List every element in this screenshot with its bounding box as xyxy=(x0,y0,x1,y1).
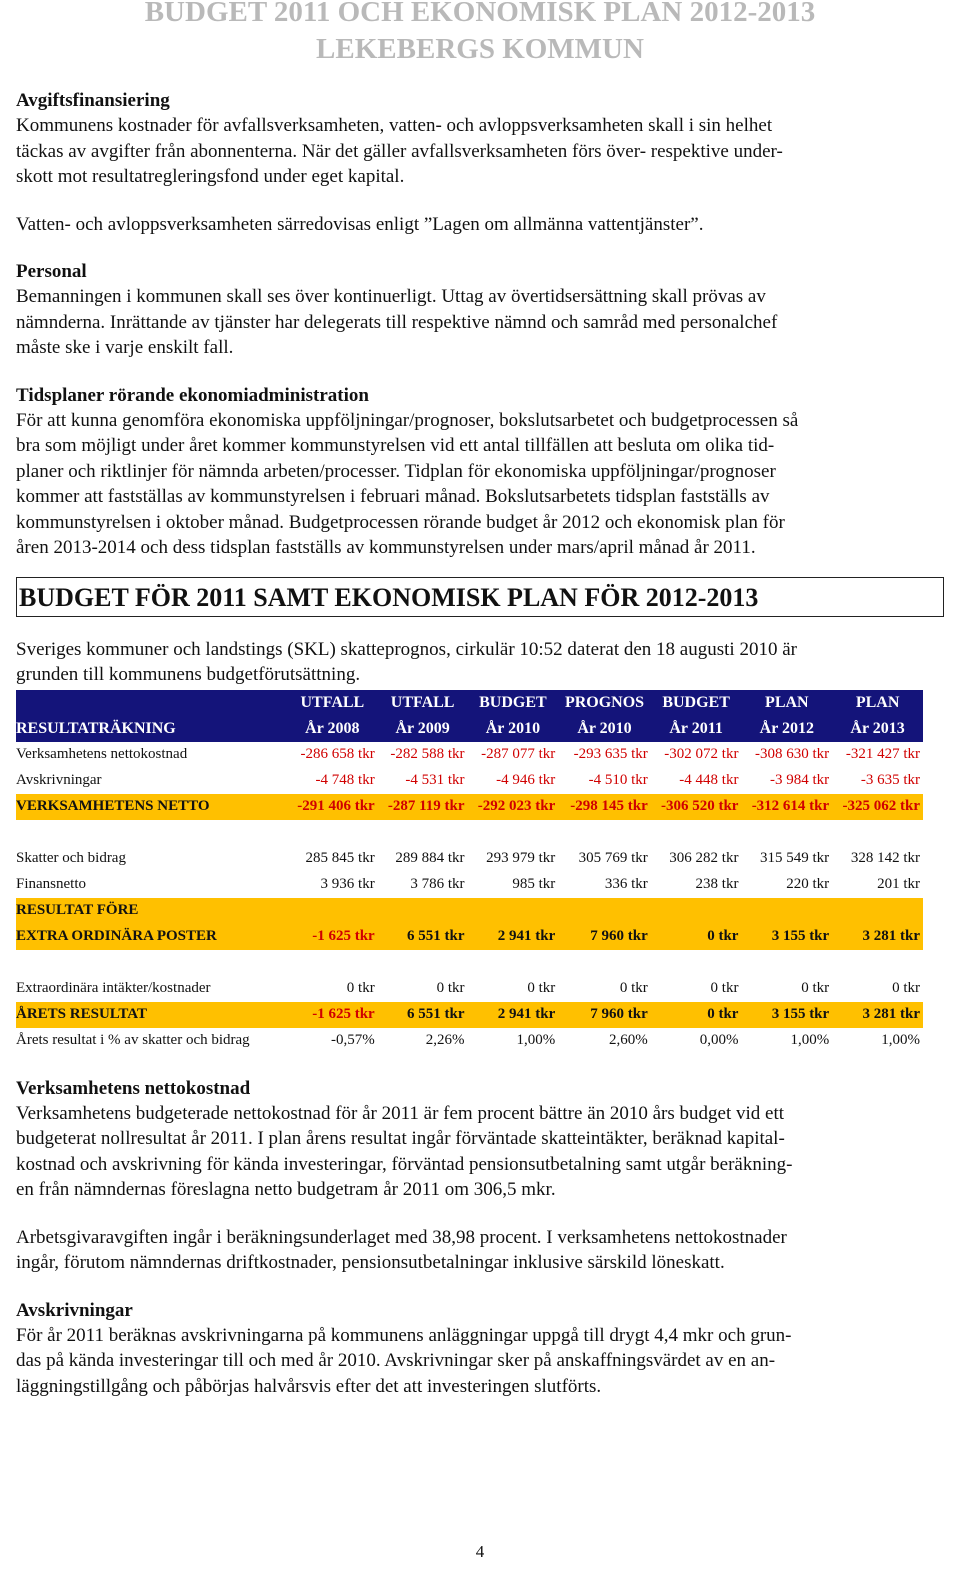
table-header-row xyxy=(16,690,923,716)
table-cell: 0 tkr xyxy=(436,980,465,996)
table-cell: 328 142 tkr xyxy=(850,850,920,866)
table-cell: -287 077 tkr xyxy=(481,746,556,762)
table-cell: 6 551 tkr xyxy=(378,1002,468,1028)
table-cell: -292 023 tkr xyxy=(468,794,559,820)
netto-arbetsgivar-line-2: ingår, förutom nämndernas driftkostnader, pensionsutbetalningar inklusive särskild löneskatt. xyxy=(16,1252,725,1273)
col-year: År 2009 xyxy=(378,716,468,742)
table-cell: -287 119 tkr xyxy=(378,794,468,820)
tidsplaner-line-1: För att kunna genomföra ekonomiska uppföljningar/prognoser, bokslutsarbetet och budgetprocessen så xyxy=(16,409,799,431)
table-cell: 0 tkr xyxy=(801,980,830,996)
table-row xyxy=(16,976,923,1002)
avgift-vatten-line: Vatten- och avloppsverksamheten särredovisas enligt ”Lagen om allmänna vattentjänster”. xyxy=(16,213,704,235)
table-cell: 238 tkr xyxy=(695,876,739,892)
col-year: År 2012 xyxy=(741,716,832,742)
row-label: VERKSAMHETENS NETTO xyxy=(16,794,287,820)
table-row-highlight xyxy=(16,898,923,924)
table-cell: 201 tkr xyxy=(877,876,920,892)
table-cell: -1 625 tkr xyxy=(287,1002,378,1028)
heading-avgiftsfinansiering: Avgiftsfinansiering xyxy=(16,90,170,111)
table-cell: 220 tkr xyxy=(786,876,830,892)
col-header: UTFALL xyxy=(287,690,378,716)
table-cell: 1,00% xyxy=(516,1032,556,1048)
table-cell: 1,00% xyxy=(790,1032,830,1048)
table-cell: 0 tkr xyxy=(527,980,556,996)
heading-personal: Personal xyxy=(16,261,87,282)
table-cell: -4 531 tkr xyxy=(405,772,465,788)
table-cell: 336 tkr xyxy=(604,876,648,892)
table-cell: 0 tkr xyxy=(619,980,648,996)
table-cell: 285 845 tkr xyxy=(305,850,375,866)
row-label: Verksamhetens nettokostnad xyxy=(16,746,188,762)
table-cell: -4 510 tkr xyxy=(588,772,648,788)
tidsplaner-line-4: kommer att fastställas av kommunstyrelsen i februari månad. Bokslutsarbetets tidsplan fastställs av xyxy=(16,486,770,507)
table-spacer xyxy=(16,820,923,846)
row-label: ÅRETS RESULTAT xyxy=(16,1002,287,1028)
netto-line-4: en från nämndernas föreslagna netto budgetram år 2011 om 306,5 mkr. xyxy=(16,1179,556,1200)
table-cell: 0 tkr xyxy=(346,980,375,996)
table-title: RESULTATRÄKNING xyxy=(16,716,287,742)
budget-banner-title: BUDGET FÖR 2011 SAMT EKONOMISK PLAN FÖR 2012-2013 xyxy=(16,577,944,617)
avgift-line-2: täckas av avgifter från abonnenterna. När det gäller avfallsverksamheten förs över- respektive under- xyxy=(16,140,783,162)
table-cell: 305 769 tkr xyxy=(578,850,648,866)
table-spacer xyxy=(16,950,923,976)
col-year: År 2010 xyxy=(468,716,559,742)
tidsplaner-line-6: åren 2013-2014 och dess tidsplan fastställs av kommunstyrelsen under mars/april månad år 2011. xyxy=(16,537,756,558)
table-cell: 315 549 tkr xyxy=(760,850,830,866)
resultatrakning-table-wrap xyxy=(16,690,946,1054)
personal-line-3: måste ske i varje enskilt fall. xyxy=(16,337,234,358)
header-municipality: LEKEBERGS KOMMUN xyxy=(316,33,644,65)
table-cell: -4 748 tkr xyxy=(315,772,375,788)
table-cell: -282 588 tkr xyxy=(390,746,465,762)
netto-line-3: kostnad och avskrivning för kända investeringar, förväntad pensionsutbetalning samt utgår beräkning- xyxy=(16,1153,793,1175)
table-cell: 985 tkr xyxy=(512,876,556,892)
col-year: År 2011 xyxy=(651,716,742,742)
avgift-line-1: Kommunens kostnader för avfallsverksamheten, vatten- och avloppsverksamheten skall i sin helhet xyxy=(16,115,773,136)
table-row xyxy=(16,872,923,898)
table-cell: -298 145 tkr xyxy=(558,794,650,820)
avgift-line-3: skott mot resultatregleringsfond under eget kapital. xyxy=(16,166,405,187)
table-row xyxy=(16,768,923,794)
heading-tidsplaner: Tidsplaner rörande ekonomiadministration xyxy=(16,384,369,406)
table-cell: 0 tkr xyxy=(892,980,920,996)
table-row-highlight xyxy=(16,1002,923,1028)
table-row xyxy=(16,1028,923,1054)
avskr-line-1: För år 2011 beräknas avskrivningarna på kommunens anläggningar uppgå till drygt 4,4 mkr och grun- xyxy=(16,1324,792,1346)
page-number: 4 xyxy=(475,1542,485,1561)
col-header: UTFALL xyxy=(378,690,468,716)
avskr-line-2: das på kända investeringar till och med år 2010. Avskrivningar sker på anskaffningsvärdet av en an- xyxy=(16,1350,776,1371)
skl-line-1: Sveriges kommuner och landstings (SKL) skatteprognos, cirkulär 10:52 daterat den 18 augusti 2010 är xyxy=(16,638,797,660)
table-cell: 6 551 tkr xyxy=(378,924,468,950)
table-cell: 3 936 tkr xyxy=(320,876,375,892)
row-label: EXTRA ORDINÄRA POSTER xyxy=(16,924,287,950)
table-cell: 2,60% xyxy=(609,1032,648,1048)
col-year: År 2008 xyxy=(287,716,378,742)
col-header: PLAN xyxy=(832,690,923,716)
table-cell: -308 630 tkr xyxy=(755,746,830,762)
table-cell: 289 884 tkr xyxy=(395,850,465,866)
table-cell: 3 155 tkr xyxy=(741,1002,832,1028)
row-label: Finansnetto xyxy=(16,876,86,892)
table-cell: 293 979 tkr xyxy=(486,850,556,866)
table-cell: 3 786 tkr xyxy=(410,876,465,892)
col-header: PROGNOS xyxy=(558,690,650,716)
table-cell: -306 520 tkr xyxy=(651,794,742,820)
table-cell: 1,00% xyxy=(881,1032,920,1048)
avskr-line-3: läggningstillgång och påbörjas halvårsvis efter det att investeringen slutförts. xyxy=(16,1375,602,1397)
table-cell: -1 625 tkr xyxy=(287,924,378,950)
table-cell: -4 946 tkr xyxy=(496,772,556,788)
table-cell: 2 941 tkr xyxy=(468,1002,559,1028)
header-title: BUDGET 2011 OCH EKONOMISK PLAN 2012-2013 xyxy=(144,0,816,28)
skl-line-2: grunden till kommunens budgetförutsättning. xyxy=(16,664,361,685)
col-header: PLAN xyxy=(741,690,832,716)
table-cell: 3 155 tkr xyxy=(741,924,832,950)
table-cell: -0,57% xyxy=(330,1032,375,1048)
table-cell: -312 614 tkr xyxy=(741,794,832,820)
personal-line-2: nämnderna. Inrättande av tjänster har delegerats till respektive nämnd och samråd med personalchef xyxy=(16,311,778,333)
row-label: Avskrivningar xyxy=(16,772,102,788)
heading-avskrivningar: Avskrivningar xyxy=(16,1299,133,1321)
netto-line-2: budgeterat nollresultat år 2011. I plan årens resultat ingår förväntade skatteintäkter, beräknad kapital- xyxy=(16,1128,785,1149)
tidsplaner-line-2: bra som möjligt under året kommer kommunstyrelsen vid ett antal tillfällen att besluta om olika tid- xyxy=(16,435,775,456)
netto-arbetsgivar-line-1: Arbetsgivaravgiften ingår i beräkningsunderlaget med 38,98 procent. I verksamhetens nettokostnader xyxy=(16,1226,787,1248)
table-cell: 306 282 tkr xyxy=(669,850,739,866)
personal-line-1: Bemanningen i kommunen skall ses över kontinuerligt. Uttag av övertidsersättning skall prövas av xyxy=(16,286,766,307)
table-cell: -302 072 tkr xyxy=(664,746,739,762)
table-cell: 3 281 tkr xyxy=(832,924,923,950)
document-header xyxy=(0,0,960,68)
table-cell: 7 960 tkr xyxy=(558,1002,650,1028)
table-cell: -3 984 tkr xyxy=(770,772,830,788)
resultatrakning-table xyxy=(16,690,923,1054)
table-cell: 0,00% xyxy=(699,1032,739,1048)
netto-line-1: Verksamhetens budgeterade nettokostnad för år 2011 är fem procent bättre än 2010 års budget vid ett xyxy=(16,1102,785,1124)
table-cell: -3 635 tkr xyxy=(860,772,920,788)
table-cell: 0 tkr xyxy=(710,980,739,996)
table-header-row xyxy=(16,716,923,742)
page-content xyxy=(16,88,946,1399)
row-label: Extraordinära intäkter/kostnader xyxy=(16,980,211,996)
tidsplaner-line-3: planer och riktlinjer för nämnda arbeten/processer. Tidplan för ekonomiska uppföljningar/prognoser xyxy=(16,460,776,482)
col-year: År 2013 xyxy=(832,716,923,742)
table-cell: 2 941 tkr xyxy=(468,924,559,950)
row-label: Skatter och bidrag xyxy=(16,850,126,866)
col-header: BUDGET xyxy=(651,690,742,716)
table-row xyxy=(16,742,923,768)
table-cell: -321 427 tkr xyxy=(845,746,920,762)
table-cell: -286 658 tkr xyxy=(300,746,375,762)
table-cell: 2,26% xyxy=(425,1032,465,1048)
tidsplaner-line-5: kommunstyrelsen i oktober månad. Budgetprocessen rörande budget år 2012 och ekonomisk plan för xyxy=(16,511,785,533)
table-cell: 7 960 tkr xyxy=(558,924,650,950)
table-row-highlight xyxy=(16,924,923,950)
table-row-highlight xyxy=(16,794,923,820)
table-row xyxy=(16,846,923,872)
row-label: RESULTAT FÖRE xyxy=(16,898,287,924)
table-cell: -4 448 tkr xyxy=(679,772,739,788)
col-year: År 2010 xyxy=(558,716,650,742)
table-cell: -325 062 tkr xyxy=(832,794,923,820)
row-label: Årets resultat i % av skatter och bidrag xyxy=(16,1032,250,1048)
col-header: BUDGET xyxy=(468,690,559,716)
table-cell: 0 tkr xyxy=(651,924,742,950)
heading-verksamhetens-nettokostnad: Verksamhetens nettokostnad xyxy=(16,1077,251,1099)
table-cell: 0 tkr xyxy=(651,1002,742,1028)
table-cell: 3 281 tkr xyxy=(832,1002,923,1028)
table-cell: -293 635 tkr xyxy=(573,746,648,762)
table-cell: -291 406 tkr xyxy=(287,794,378,820)
